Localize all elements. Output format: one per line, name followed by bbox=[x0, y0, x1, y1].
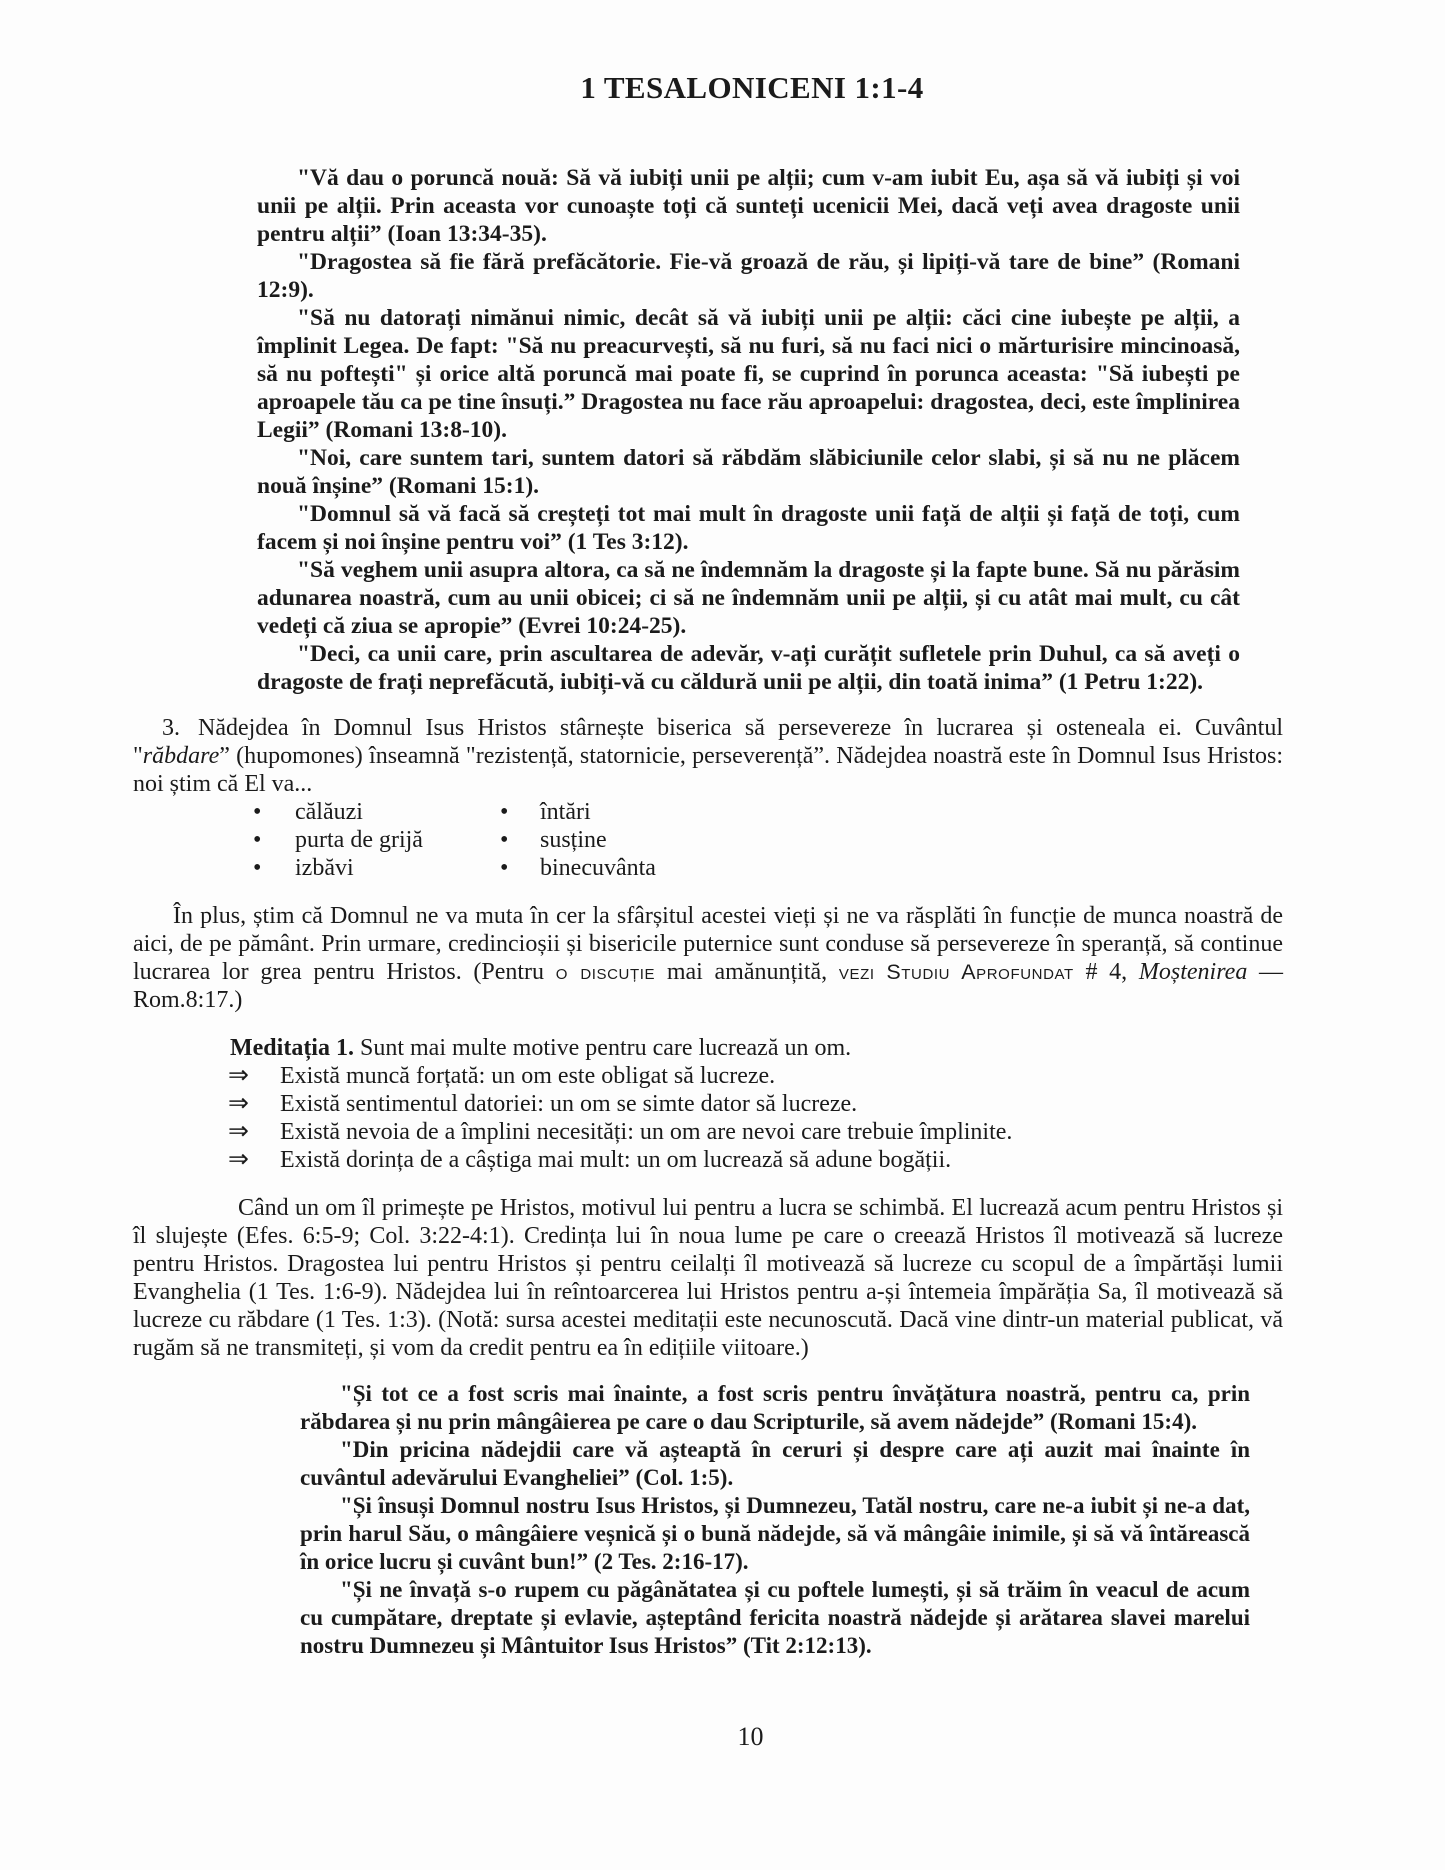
scripture-quote: "Și tot ce a fost scris mai înainte, a fost scris pentru învățătura noastră, pentru ca, prin răbdarea și nu prin mângâierea pe care o dau Scripturile, să avem nădejde” (Romani 15:4). bbox=[300, 1381, 1250, 1434]
hope-item-label: izbăvi bbox=[295, 855, 354, 881]
point-text: Nădejdea în Domnul Isus Hristos stârnește biserica să persevereze în lucrarea și osteneala ei. Cuvântul " bbox=[133, 715, 1283, 769]
list-row bbox=[133, 1146, 1283, 1174]
paragraph-text bbox=[875, 959, 887, 985]
scripture-quote: "Deci, ca unii care, prin ascultarea de adevăr, v-ați curățit sufletele prin Duhul, ca să aveți o dragoste de frați neprefăcută, iubiți-vă cu căldură unii pe alții, din toată inima” (1 Petru 1:22). bbox=[257, 641, 1240, 695]
scripture-quote: "Noi, care suntem tari, suntem datori să răbdăm slăbiciunile celor slabi, și să nu ne plăcem nouă înșine” (Romani 15:1). bbox=[257, 445, 1240, 499]
work-reason-item: Există nevoia de a împlini necesități: un om are nevoi care trebuie împlinite. bbox=[280, 1119, 1013, 1145]
bullet-icon: • bbox=[253, 855, 262, 881]
list-row bbox=[133, 1090, 1283, 1118]
work-reason-item: Există dorința de a câștiga mai mult: un om lucrează să adune bogății. bbox=[280, 1147, 952, 1173]
scripture-quotes-bottom bbox=[300, 1380, 1250, 1660]
point-number: 3. bbox=[162, 715, 180, 741]
list-row bbox=[133, 798, 1283, 826]
small-caps-term: o discuție bbox=[555, 960, 656, 984]
bullet-icon: • bbox=[500, 799, 509, 825]
page-number: 10 bbox=[737, 1722, 764, 1751]
hope-item-label: binecuvânta bbox=[540, 855, 656, 881]
bullet-icon: • bbox=[253, 799, 262, 825]
hope-item-label: călăuzi bbox=[295, 799, 363, 825]
scripture-quote: "Din pricina nădejdii care vă așteaptă în ceruri și despre care ați auzit mai înainte în cuvântul adevărului Evangheliei” (Col. 1:5). bbox=[300, 1437, 1250, 1490]
scripture-quote: "Și ne învață s-o rupem cu păgânătatea și cu poftele lumești, și să trăim în veacul de acum cu cumpătare, dreptate și evlavie, așteptând fericita noastră nădejde și arătarea slavei marelui nostru Dumnezeu și Mântuitor Isus Hristos” (Tit 2:12:13). bbox=[300, 1577, 1250, 1658]
scripture-quote: "Domnul să vă facă să creșteți tot mai mult în dragoste unii față de alții și față de toți, cum facem și noi înșine pentru voi” (1 Tes 3:12). bbox=[257, 501, 1240, 555]
scripture-quote: "Dragostea să fie fără prefăcătorie. Fie-vă groază de rău, și lipiți-vă tare de bine” (Romani 12:9). bbox=[257, 249, 1240, 303]
scripture-quotes-top bbox=[257, 164, 1240, 696]
arrow-icon: ⇒ bbox=[228, 1062, 249, 1089]
paragraph-text: În plus, știm că Domnul ne va muta în cer la sfârșitul acestei vieți și ne va răsplăti în funcție de munca noastră de aici, de pe pământ. Prin urmare, credincioșii și bisericile puternice sunt conduse să persevereze în speranță, să continue lucrarea lor grea pentru Hristos. (Pentru bbox=[133, 903, 1283, 985]
scripture-quote: "Să veghem unii asupra altora, ca să ne îndemnăm la dragoste și la fapte bune. Să nu părăsim adunarea noastră, cum au unii obicei; ci să ne îndemnăm unii pe alții, și cu atât mai mult, cu cât vedeți că ziua se apropie” (Evrei 10:24-25). bbox=[257, 557, 1240, 639]
meditation-heading-paragraph bbox=[133, 1034, 1283, 1062]
hope-item-label: întări bbox=[540, 799, 591, 825]
scripture-quote: "Vă dau o poruncă nouă: Să vă iubiți unii pe alții; cum v-am iubit Eu, așa să vă iubiți și voi unii pe alții. Prin aceasta vor cunoaște toți că sunteți ucenicii Mei, dacă veți avea dragoste unii pentru alții” (Ioan 13:34-35). bbox=[257, 165, 1240, 247]
document-content bbox=[133, 0, 1283, 1660]
list-row bbox=[133, 1118, 1283, 1146]
hope-list bbox=[133, 798, 1283, 882]
paragraph-text: mai amănunțită, bbox=[655, 959, 839, 985]
work-reason-item: Există sentimentul datoriei: un om se simte dator să lucreze. bbox=[280, 1091, 858, 1117]
list-row bbox=[133, 826, 1283, 854]
meditation-text: Sunt mai multe motive pentru care lucrează un om. bbox=[353, 1035, 852, 1061]
scripture-quote: "Să nu datorați nimănui nimic, decât să vă iubiți unii pe alții: căci cine iubește pe alții, a împlinit Legea. De fapt: "Să nu preacurvești, să nu furi, să nu faci nici o mărturisire mincinoasă, să nu poftești" și orice altă poruncă mai poate fi, se cuprind în porunca aceasta: "Să iubești pe aproapele tău ca pe tine însuți.” Dragostea nu face rău aproapelui: dragostea, deci, este împlinirea Legii” (Romani 13:8-10). bbox=[257, 305, 1240, 443]
point-text: ” (hupomones) înseamnă "rezistență, statornicie, perseverență”. Nădejdea noastră este în Domnul Isus Hristos: noi știm că El va... bbox=[133, 743, 1283, 797]
arrow-icon: ⇒ bbox=[228, 1090, 249, 1117]
small-caps-term: Studiu Aprofundat bbox=[886, 960, 1074, 984]
paragraph-text: — Rom.8:17.) bbox=[133, 959, 1284, 1013]
numbered-point-3 bbox=[133, 714, 1283, 798]
paragraph-text: # 4, bbox=[1073, 959, 1139, 985]
work-reasons-list bbox=[133, 1062, 1283, 1174]
arrow-icon: ⇒ bbox=[228, 1118, 249, 1145]
meditation-label: Meditația 1. bbox=[230, 1035, 354, 1061]
italic-term: Moștenirea bbox=[1138, 959, 1248, 985]
hope-item-label: purta de grijă bbox=[295, 827, 423, 853]
italic-term: răbdare bbox=[142, 743, 220, 769]
small-caps-term: vezi bbox=[838, 960, 875, 984]
page-title: 1 TESALONICENI 1:1-4 bbox=[580, 70, 924, 105]
hope-item-label: susține bbox=[540, 827, 607, 853]
scripture-quote: "Și însuși Domnul nostru Isus Hristos, și Dumnezeu, Tatăl nostru, care ne-a iubit și ne-a dat, prin harul Său, o mângâiere veșnică și o bună nădejde, să vă mângâie inimile, și să vă întărească în orice lucru și cuvânt bun!” (2 Tes. 2:16-17). bbox=[300, 1493, 1250, 1574]
work-motivation-paragraph: Când un om îl primește pe Hristos, motivul lui pentru a lucra se schimbă. El lucrează acum pentru Hristos și îl slujește (Efes. 6:5-9; Col. 3:22-4:1). Credința lui în noua lume pe care o creează Hristos îl motivează să lucreze pentru Hristos. Dragostea lui pentru Hristos și pentru ceilalți îl motivează să lucreze cu scopul de a împărtăși lumii Evanghelia (1 Tes. 1:6-9). Nădejdea lui în reîntoarcerea lui Hristos pentru a-și întemeia împărăția Sa, îl motivează să lucreze cu răbdare (1 Tes. 1:3). (Notă: sursa acestei meditații este necunoscută. Dacă vine dintr-un material publicat, vă rugăm să ne transmiteți, și vom da credit pentru ea în edițiile viitoare.) bbox=[133, 1195, 1283, 1361]
hope-summary-paragraph bbox=[133, 902, 1283, 1014]
bullet-icon: • bbox=[500, 855, 509, 881]
bullet-icon: • bbox=[253, 827, 262, 853]
list-row bbox=[133, 854, 1283, 882]
arrow-icon: ⇒ bbox=[228, 1146, 249, 1173]
work-reason-item: Există muncă forțată: un om este obligat să lucreze. bbox=[280, 1063, 776, 1089]
bullet-icon: • bbox=[500, 827, 509, 853]
list-row bbox=[133, 1062, 1283, 1090]
